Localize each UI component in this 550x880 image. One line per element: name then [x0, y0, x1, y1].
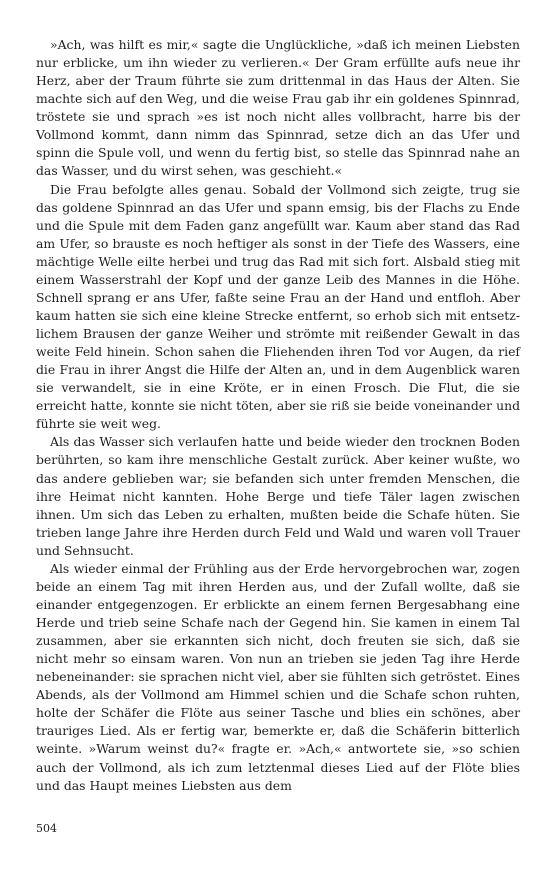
paragraph: Als das Wasser sich verlaufen hatte und beide wieder den trocknen Boden berührten, so kam ihre menschliche Gestalt zurück. Aber keiner wußte, wo das andere geblieben war; sie befanden sich unter fremden Menschen, die ihre Heimat nicht kannten. Hohe Berge und tiefe Täler lagen zwischen ihnen. Um sich das Leben zu erhalten, mußten beide die Schafe hüten. Sie trieben lange Jahre ihre Herden durch Feld und Wald und waren voll Trauer und Sehnsucht. [36, 434, 520, 558]
page-number: 504 [36, 822, 57, 835]
paragraph: Die Frau befolgte alles genau. Sobald der Vollmond sich zeigte, trug sie das goldene Spinnrad an das Ufer und spann emsig, bis der Flachs zu Ende und die Spule mit dem Faden ganz angefüllt war. Kaum aber stand das Rad am Ufer, so brauste es noch heftiger als sonst in der Tiefe des Wassers, eine mächtige Welle eilte herbei und trug das Rad mit sich fort. Alsbald stieg mit einem Wasserstrahl der Kopf und der ganze Leib des Mannes in die Höhe. Schnell sprang er ans Ufer, faßte seine Frau an der Hand und entfloh. Aber kaum hatten sie sich eine kleine Strecke entfernt, so erhob sich mit entsetzlichem Brausen der ganze Weiher und strömte mit reißender Gewalt in das weite Feld hinein. Schon sahen die Fliehenden ihren Tod vor Augen, da rief die Frau in ihrer Angst die Hilfe der Alten an, und in dem Augenblick waren sie verwandelt, sie in eine Kröte, er in einen Frosch. Die Flut, die sie erreicht hatte, konnte sie nicht töten, aber sie riß sie beide voneinander und führte sie weit weg. [36, 181, 520, 432]
paragraph: »Ach, was hilft es mir,« sagte die Unglückliche, »daß ich meinen Liebsten nur erblicke, um ihn wieder zu verlieren.« Der Gram erfüllte aufs neue ihr Herz, aber der Traum führte sie zum drittenmal in das Haus der Alten. Sie machte sich auf den Weg, und die weise Frau gab ihr ein goldenes Spinnrad, tröstete sie und sprach »es ist noch nicht alles vollbracht, harre bis der Vollmond kommt, dann nimm das Spinnrad, setze dich an das Ufer und spinn die Spule voll, und wenn du fertig bist, so stelle das Spinnrad nahe an das Wasser, und du wirst sehen, was geschieht.« [36, 37, 520, 179]
body-text [36, 36, 520, 795]
paragraph: Als wieder einmal der Frühling aus der Erde hervorgebrochen war, zogen beide an einem Tag mit ihren Herden aus, und der Zufall wollte, daß sie einander entgegenzogen. Er erblickte an einem fernen Bergesabhang eine Herde und trieb seine Schafe nach der Gegend hin. Sie kamen in einem Tal zusammen, aber sie erkannten sich nicht, doch freuten sie sich, daß sie nicht mehr so einsam waren. Von nun an trieben sie jeden Tag ihre Herde nebeneinander: sie sprachen nicht viel, aber sie fühlten sich getröstet. Eines Abends, als der Vollmond am Himmel schien und die Schafe schon ruhten, holte der Schäfer die Flöte aus seiner Tasche und blies ein schönes, aber trauriges Lied. Als er fertig war, bemerkte er, daß die Schäferin bitterlich weinte. »Warum weinst du?« fragte er. »Ach,« antwortete sie, »so schien auch der Vollmond, als ich zum letztenmal dieses Lied auf der Flöte blies und das Haupt meines Liebsten aus dem [36, 560, 520, 793]
